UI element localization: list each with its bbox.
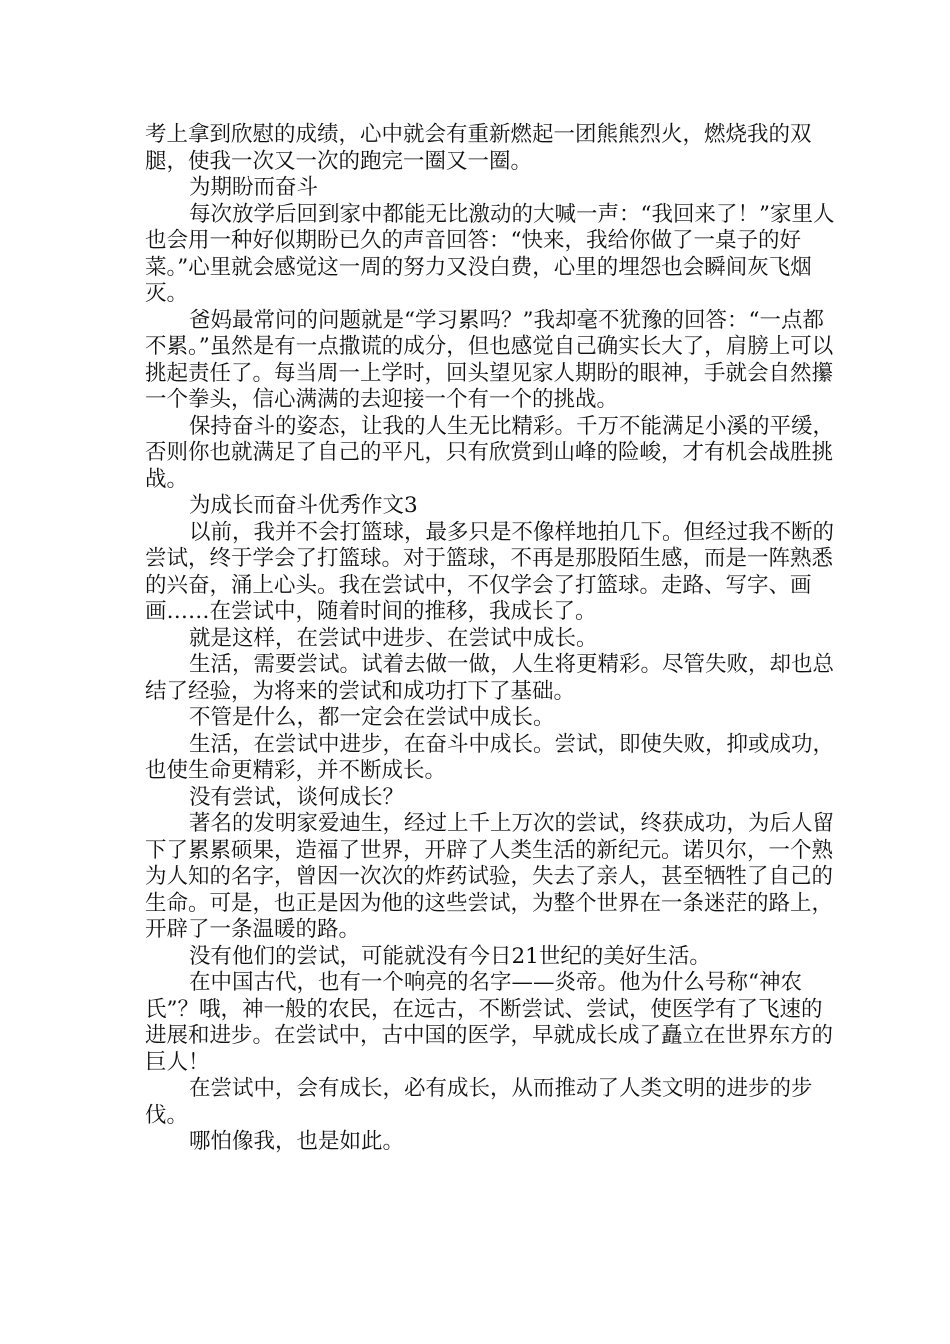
- paragraph-13: 著名的发明家爱迪生，经过上千上万次的尝试，终获成功，为后人留下了累累硕果，造福了世界，开辟了人类生活的新纪元。诺贝尔，一个熟为人知的名字，曾因一次次的炸药试验，失去了亲人，甚至牺牲了自己的生命。可是，也正是因为他的这些尝试，为整个世界在一条迷茫的路上，开辟了一条温暖的路。: [145, 811, 835, 942]
- paragraph-1: 考上拿到欣慰的成绩，心中就会有重新燃起一团熊熊烈火，燃烧我的双腿，使我一次又一次的跑完一圈又一圈。: [145, 122, 812, 174]
- paragraph-7: 以前，我并不会打篮球，最多只是不像样地拍几下。但经过我不断的尝试，终于学会了打篮球。对于篮球，不再是那股陌生感，而是一阵熟悉的兴奋，涌上心头。我在尝试中，不仅学会了打篮球。走路、写字、画画……在尝试中，随着时间的推移，我成长了。: [145, 519, 835, 624]
- essay-title-3: 为成长而奋斗优秀作文3: [189, 493, 418, 518]
- paragraph-8: 就是这样，在尝试中进步、在尝试中成长。: [189, 625, 598, 651]
- subheading-pan: 为期盼而奋斗: [189, 175, 319, 200]
- paragraph-3: 每次放学后回到家中都能无比激动的大喊一声：“我回来了！”家里人也会用一种好似期盼已久的声音回答：“快来，我给你做了一桌子的好菜。”心里就会感觉这一周的努力又没白费，心里的埋怨也会瞬间灰飞烟灭。: [145, 201, 835, 306]
- paragraph-17: 哪怕像我，也是如此。: [189, 1129, 405, 1154]
- paragraph-4: 爸妈最常问的问题就是“学习累吗？”我却毫不犹豫的回答：“一点都不累。”虽然是有一点撒谎的成分，但也感觉自己确实长大了，肩膀上可以挑起责任了。每当周一上学时，回头望见家人期盼的眼神，手就会自然攥一个拳头，信心满满的去迎接一个有一个的挑战。: [145, 307, 834, 412]
- document-body: [145, 122, 835, 1156]
- paragraph-15: 在中国古代，也有一个响亮的名字——炎帝。他为什么号称“神农氏”？哦，神一般的农民，在远古，不断尝试、尝试，使医学有了飞速的进展和进步。在尝试中，古中国的医学，早就成长成了矗立在世界东方的巨人！: [145, 970, 834, 1075]
- paragraph-16: 在尝试中，会有成长，必有成长，从而推动了人类文明的进步的步伐。: [145, 1076, 813, 1128]
- paragraph-9: 生活，需要尝试。试着去做一做，人生将更精彩。尽管失败，却也总结了经验，为将来的尝试和成功打下了基础。: [145, 652, 835, 704]
- paragraph-10: 不管是什么，都一定会在尝试中成长。: [189, 705, 555, 730]
- paragraph-12: 没有尝试，谈何成长？: [189, 784, 405, 810]
- paragraph-11: 生活，在尝试中进步，在奋斗中成长。尝试，即使失败，抑或成功，也使生命更精彩，并不断成长。: [145, 731, 835, 783]
- paragraph-14: 没有他们的尝试，可能就没有今日21世纪的美好生活。: [189, 943, 711, 969]
- paragraph-5: 保持奋斗的姿态，让我的人生无比精彩。千万不能满足小溪的平缓，否则你也就满足了自己的平凡，只有欣赏到山峰的险峻，才有机会战胜挑战。: [145, 413, 835, 492]
